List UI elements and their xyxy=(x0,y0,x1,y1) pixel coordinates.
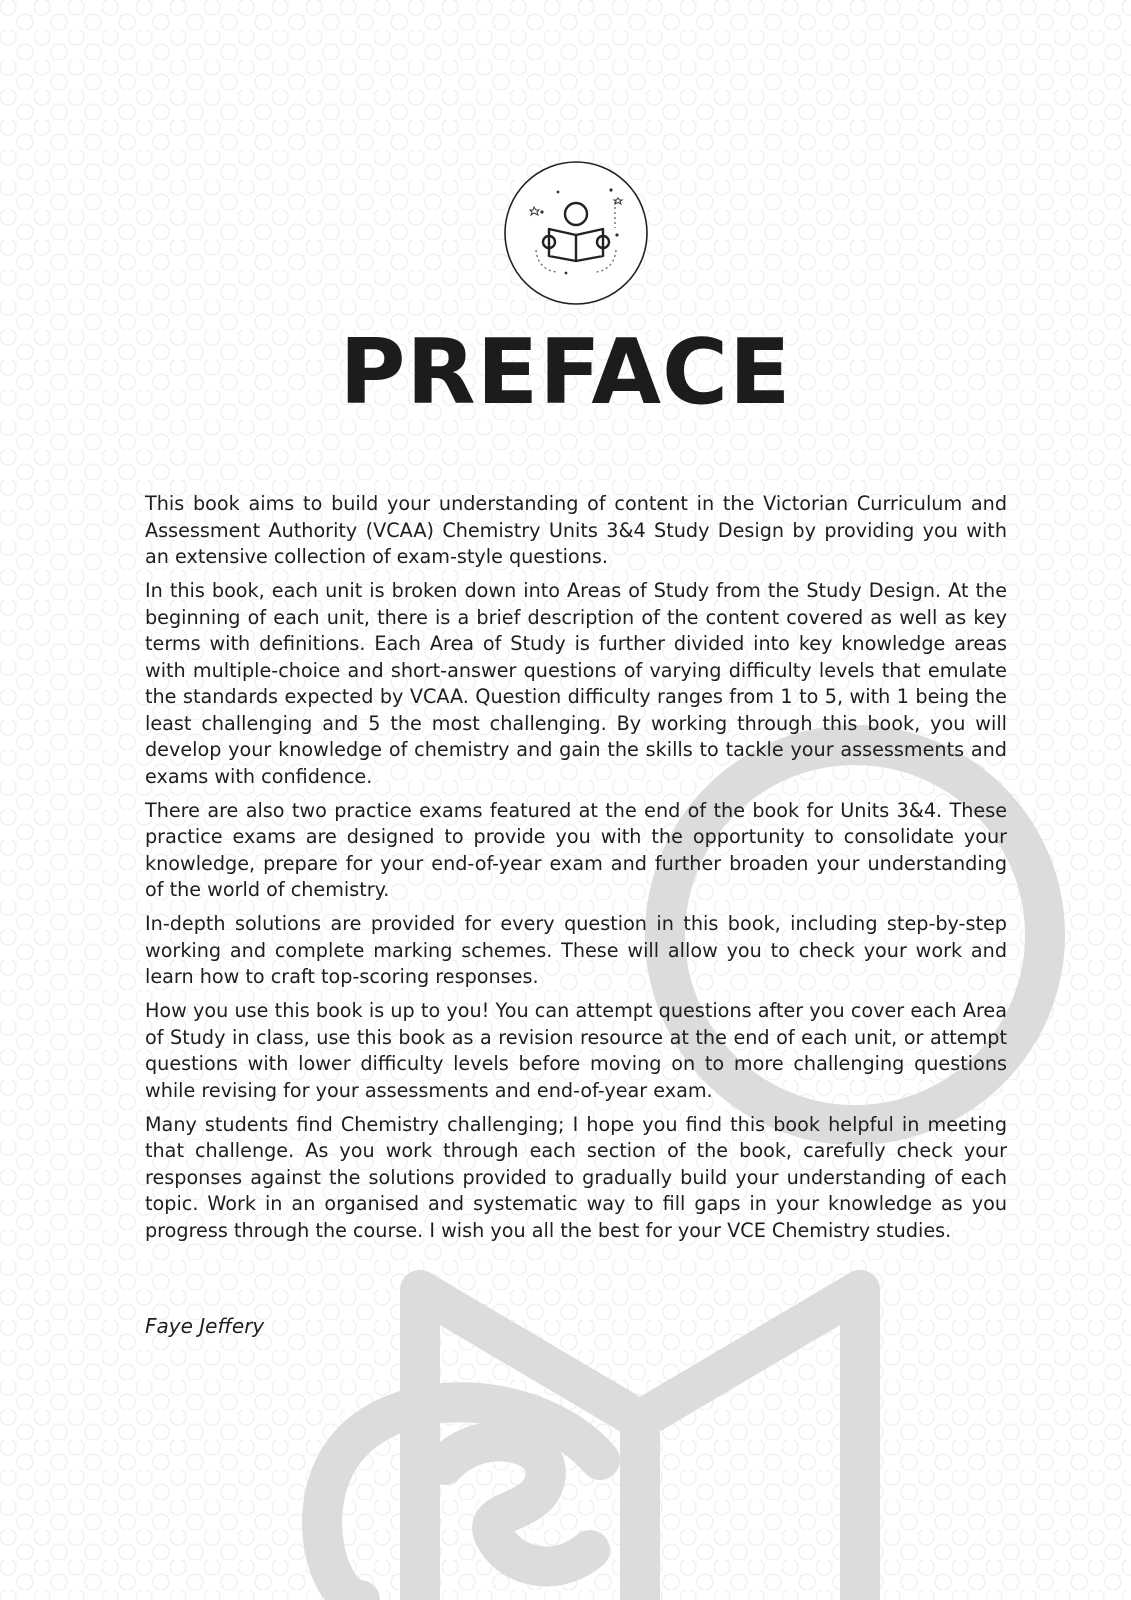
paragraph: In-depth solutions are provided for every question in this book, including step-by-step working and complete marking schemes. These will allow you to check your work and learn how to craft top-scoring responses. xyxy=(145,912,1007,988)
author-signature: Faye Jeffery xyxy=(145,1314,265,1338)
paragraph: There are also two practice exams featured at the end of the book for Units 3&4. These practice exams are designed to provide you with the opportunity to consolidate your knowledge, prepare for your end-of-year exam and further broaden your understanding of the world of chemistry. xyxy=(145,798,1007,901)
reading-student-icon xyxy=(503,160,649,306)
paragraph: Many students find Chemistry challenging; I hope you find this book helpful in meeting that challenge. As you work through each section of the book, carefully check your responses against the solutions provided to gradually build your understanding of each topic. Work in an organised and systematic way to fill gaps in your knowledge as you progress through the course. I wish you all the best for your VCE Chemistry studies. xyxy=(145,1112,1007,1242)
paragraph: In this book, each unit is broken down into Areas of Study from the Study Design. At the beginning of each unit, there is a brief description of the content covered as well as key terms with definitions. Each Area of Study is further divided into key knowledge areas with multiple-choice and short-answer questions of varying difficulty levels that emulate the standards expected by VCAA. Question difficulty ranges from 1 to 5, with 1 being the least challenging and 5 the most challenging. By working through this book, you will develop your knowledge of chemistry and gain the skills to tackle your assessments and exams with confidence. xyxy=(145,579,1007,788)
page-title: PREFACE xyxy=(339,320,792,425)
paragraph: How you use this book is up to you! You can attempt questions after you cover each Area of Study in class, use this book as a revision resource at the end of each unit, or attempt questions with lower difficulty levels before moving on to more challenging questions while revising for your assessments and end-of-year exam. xyxy=(145,999,1007,1102)
paragraph: This book aims to build your understanding of content in the Victorian Curriculum and Assessment Authority (VCAA) Chemistry Units 3&4 Study Design by providing you with an extensive collection of exam-style questions. xyxy=(145,492,1007,568)
preface-body xyxy=(145,491,1007,1252)
